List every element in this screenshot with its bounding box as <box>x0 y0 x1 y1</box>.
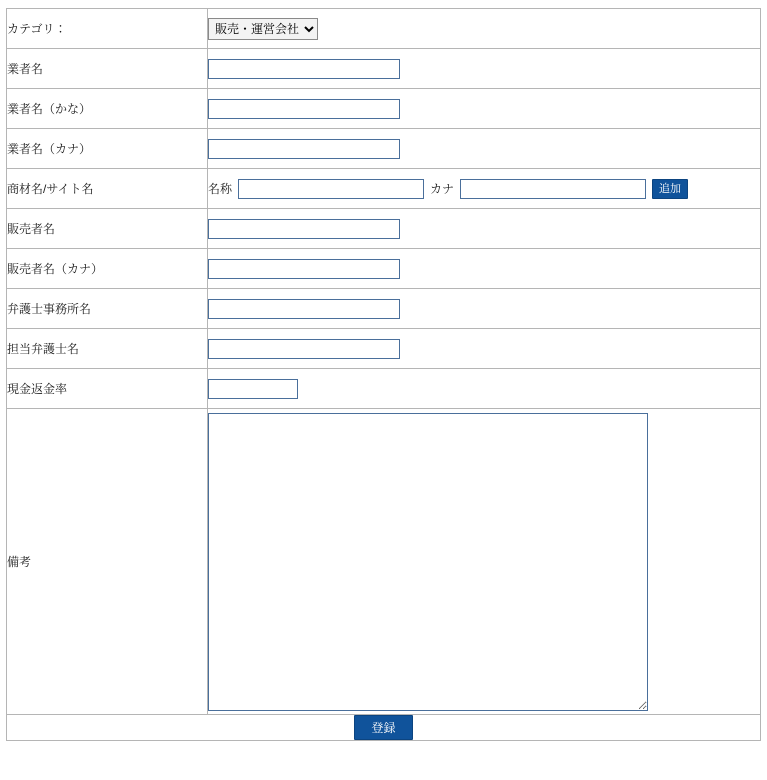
vendor-name-input[interactable] <box>208 59 400 79</box>
field-product-site <box>208 169 761 209</box>
cash-refund-rate-input[interactable] <box>208 379 298 399</box>
label-vendor-name-katakana: 業者名（カナ） <box>7 129 208 169</box>
submit-button[interactable]: 登録 <box>354 715 412 740</box>
table-row-remarks <box>7 409 761 715</box>
field-category <box>208 9 761 49</box>
table-row-submit <box>7 715 761 741</box>
product-name-input[interactable] <box>238 179 424 199</box>
label-product-site: 商材名/サイト名 <box>7 169 208 209</box>
product-name-sublabel: 名称 <box>208 182 233 196</box>
remarks-textarea[interactable] <box>208 413 648 711</box>
label-remarks: 備考 <box>7 409 208 715</box>
product-kana-sublabel: カナ <box>430 182 455 196</box>
field-seller-name <box>208 209 761 249</box>
label-category: カテゴリ： <box>7 9 208 49</box>
add-product-button[interactable]: 追加 <box>652 179 688 199</box>
field-vendor-name-hiragana <box>208 89 761 129</box>
table-row-vendor-name <box>7 49 761 89</box>
label-vendor-name: 業者名 <box>7 49 208 89</box>
seller-name-input[interactable] <box>208 219 400 239</box>
category-select[interactable] <box>208 18 318 40</box>
label-lawyer-name: 担当弁護士名 <box>7 329 208 369</box>
table-row-cash-refund-rate <box>7 369 761 409</box>
field-lawyer-name <box>208 329 761 369</box>
vendor-name-katakana-input[interactable] <box>208 139 400 159</box>
label-vendor-name-hiragana: 業者名（かな） <box>7 89 208 129</box>
field-remarks <box>208 409 761 715</box>
product-site-group <box>208 179 760 199</box>
table-row-law-office-name <box>7 289 761 329</box>
label-seller-name: 販売者名 <box>7 209 208 249</box>
table-row-seller-name <box>7 209 761 249</box>
field-vendor-name <box>208 49 761 89</box>
vendor-name-hiragana-input[interactable] <box>208 99 400 119</box>
table-row-product-site <box>7 169 761 209</box>
seller-name-katakana-input[interactable] <box>208 259 400 279</box>
label-law-office-name: 弁護士事務所名 <box>7 289 208 329</box>
field-vendor-name-katakana <box>208 129 761 169</box>
label-seller-name-katakana: 販売者名（カナ） <box>7 249 208 289</box>
field-seller-name-katakana <box>208 249 761 289</box>
table-row-vendor-name-hiragana <box>7 89 761 129</box>
registration-form-table <box>6 8 761 741</box>
table-row-seller-name-katakana <box>7 249 761 289</box>
law-office-name-input[interactable] <box>208 299 400 319</box>
lawyer-name-input[interactable] <box>208 339 400 359</box>
table-row-vendor-name-katakana <box>7 129 761 169</box>
field-law-office-name <box>208 289 761 329</box>
table-row-lawyer-name <box>7 329 761 369</box>
field-cash-refund-rate <box>208 369 761 409</box>
product-kana-input[interactable] <box>460 179 646 199</box>
submit-cell <box>7 715 761 741</box>
table-row-category <box>7 9 761 49</box>
label-cash-refund-rate: 現金返金率 <box>7 369 208 409</box>
